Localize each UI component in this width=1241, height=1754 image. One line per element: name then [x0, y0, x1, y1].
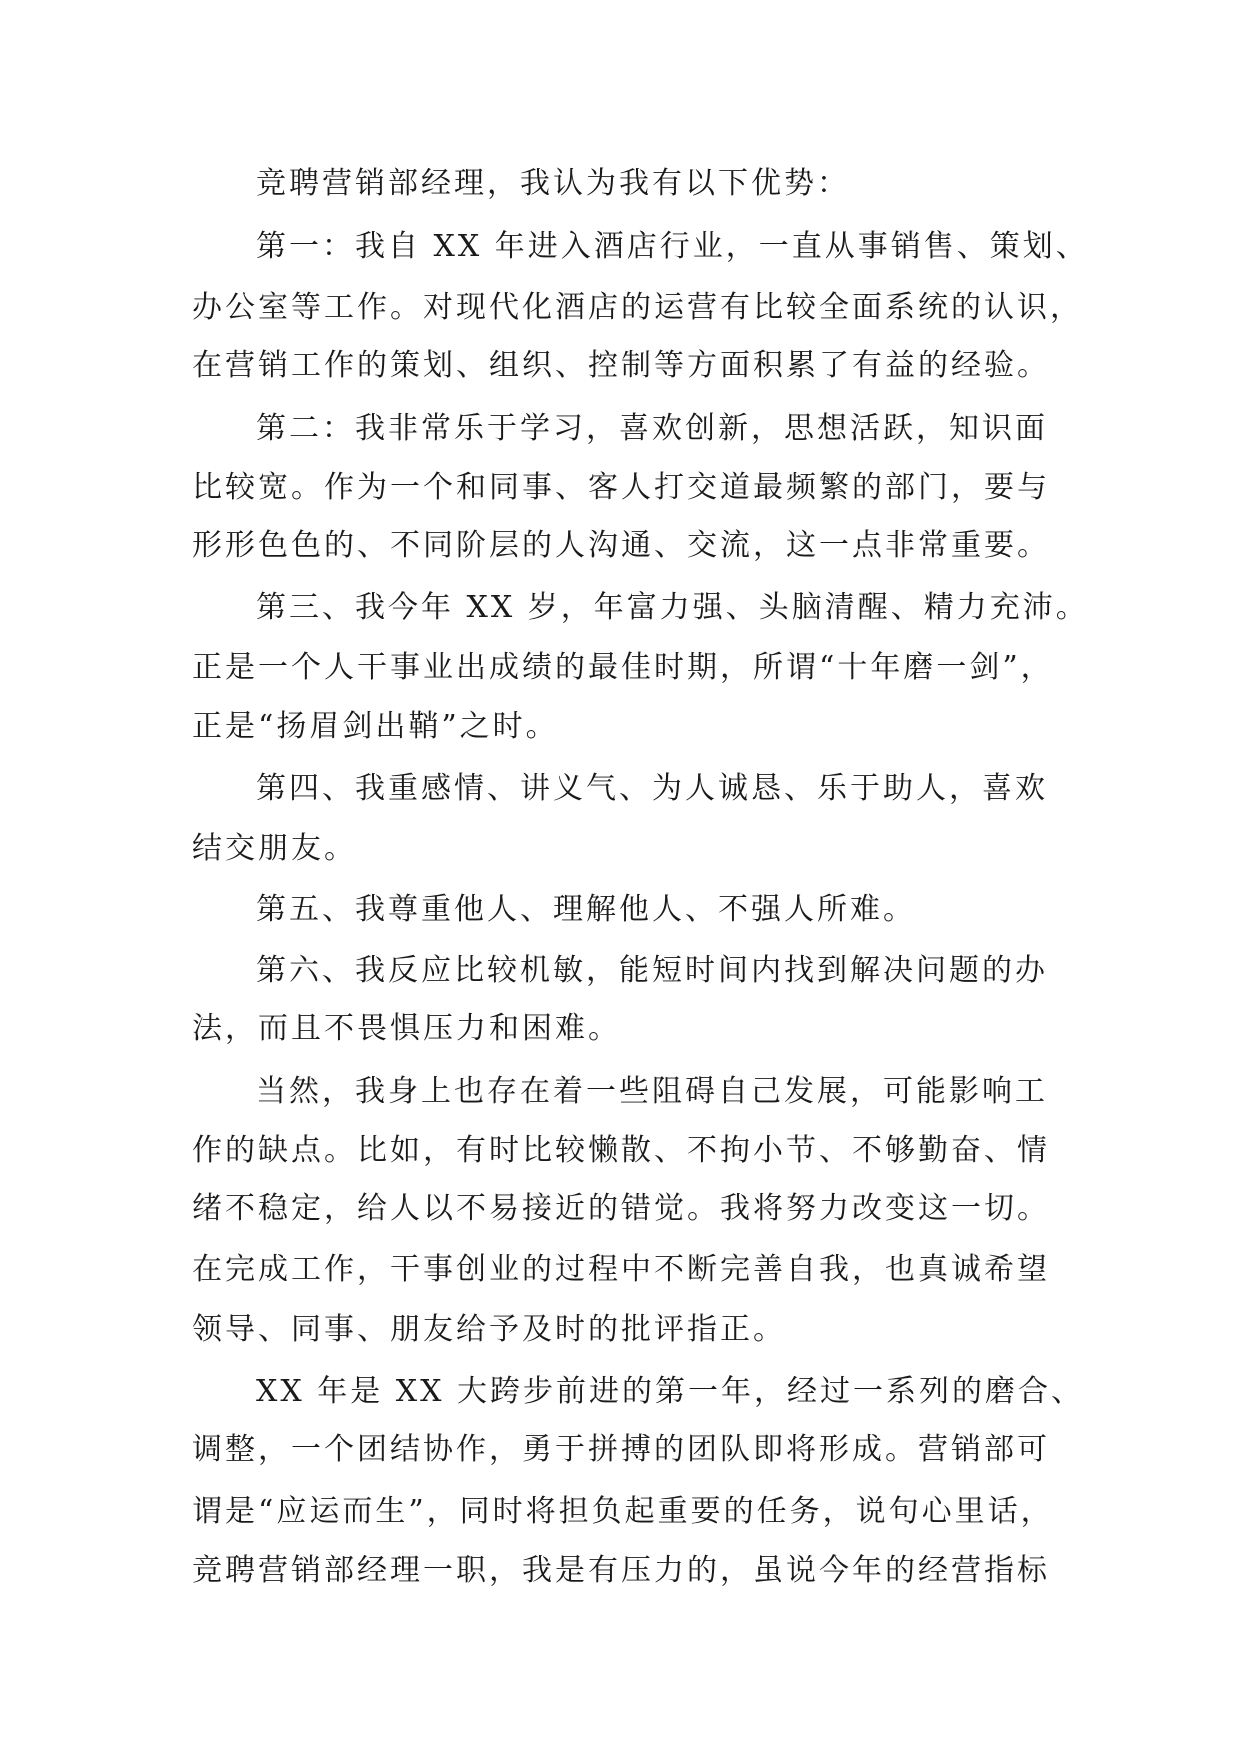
text-line: 绪不稳定，给人以不易接近的错觉。我将努力改变这一切。	[192, 1191, 1050, 1226]
text-line: 当然，我身上也存在着一些阻碍自己发展，可能影响工	[256, 1074, 1048, 1109]
text-line: 作的缺点。比如，有时比较懒散、不拘小节、不够勤奋、情	[192, 1133, 1050, 1168]
text-line: 第一：我自 XX 年进入酒店行业，一直从事销售、策划、	[256, 229, 1089, 264]
text-line: 调整，一个团结协作，勇于拼搏的团队即将形成。营销部可	[192, 1432, 1050, 1467]
text-line: 领导、同事、朋友给予及时的批评指正。	[192, 1312, 786, 1347]
text-line: 竞聘营销部经理，我认为我有以下优势：	[256, 166, 850, 201]
text-line: XX 年是 XX 大跨步前进的第一年，经过一系列的磨合、	[256, 1374, 1085, 1409]
text-line: 第六、我反应比较机敏，能短时间内找到解决问题的办	[256, 953, 1048, 988]
text-line: 形形色色的、不同阶层的人沟通、交流，这一点非常重要。	[192, 528, 1050, 563]
text-line: 第四、我重感情、讲义气、为人诚恳、乐于助人，喜欢	[256, 771, 1048, 806]
text-line: 谓是“应运而生”，同时将担负起重要的任务，说句心里话，	[192, 1494, 1054, 1529]
text-line: 法，而且不畏惧压力和困难。	[192, 1011, 621, 1046]
text-line: 正是“扬眉剑出鞘”之时。	[192, 709, 559, 744]
text-line: 竞聘营销部经理一职，我是有压力的，虽说今年的经营指标	[192, 1553, 1050, 1588]
text-line: 第三、我今年 XX 岁，年富力强、头脑清醒、精力充沛。	[256, 590, 1089, 625]
text-line: 结交朋友。	[192, 831, 357, 866]
text-line: 在完成工作，干事创业的过程中不断完善自我，也真诚希望	[192, 1252, 1050, 1287]
text-line: 比较宽。作为一个和同事、客人打交道最频繁的部门，要与	[192, 470, 1050, 505]
text-line: 第五、我尊重他人、理解他人、不强人所难。	[256, 892, 916, 927]
text-line: 正是一个人干事业出成绩的最佳时期，所谓“十年磨一剑”，	[192, 650, 1054, 685]
text-line: 办公室等工作。对现代化酒店的运营有比较全面系统的认识，	[192, 290, 1083, 325]
text-line: 第二：我非常乐于学习，喜欢创新，思想活跃，知识面	[256, 411, 1048, 446]
text-line: 在营销工作的策划、组织、控制等方面积累了有益的经验。	[192, 348, 1050, 383]
